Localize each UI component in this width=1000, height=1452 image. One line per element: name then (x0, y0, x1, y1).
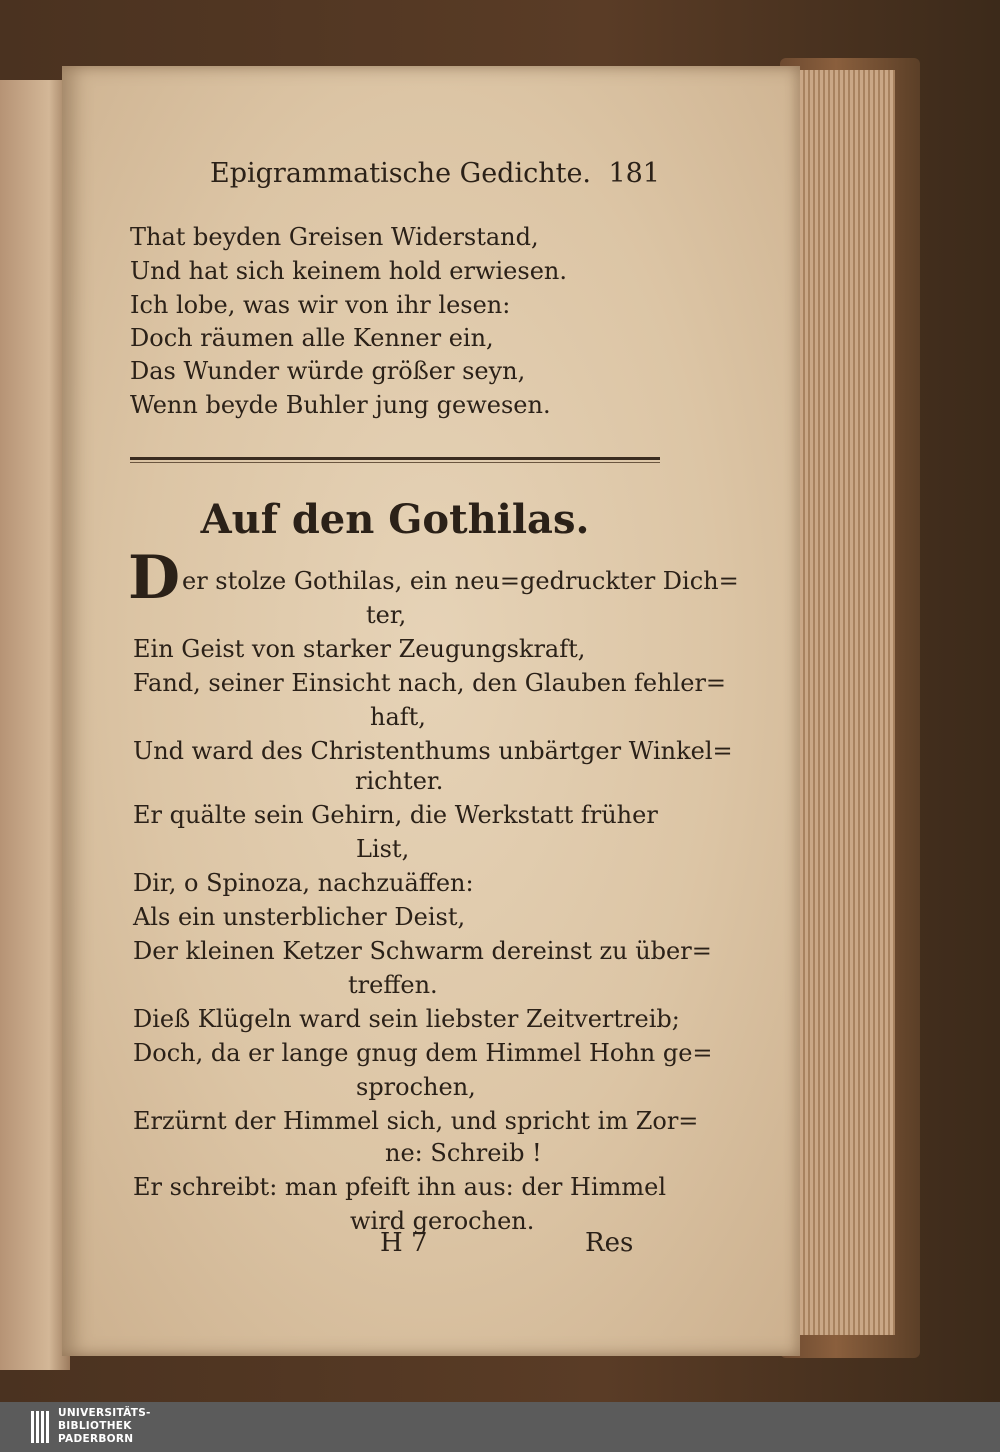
verse-line: ne: Schreib ! (385, 1139, 542, 1167)
verse-line: Ich lobe, was wir von ihr lesen: (130, 291, 511, 319)
verse-line: Das Wunder würde größer seyn, (130, 357, 526, 385)
page-number: 181 (608, 158, 660, 189)
section-rule-thin (130, 462, 660, 463)
left-page-edge (0, 80, 70, 1370)
verse-line: er stolze Gothilas, ein neu=gedruckter Dich= (182, 567, 739, 595)
verse-line: Wenn beyde Buhler jung gewesen. (130, 391, 551, 419)
verse-line: That beyden Greisen Widerstand, (130, 223, 539, 251)
verse-line: List, (356, 835, 410, 863)
page-edges (790, 70, 895, 1335)
library-logo-line: UNIVERSITÄTS- (58, 1407, 151, 1419)
verse-line: Ein Geist von starker Zeugungskraft, (133, 635, 586, 663)
catchword: Res (585, 1228, 634, 1258)
section-rule (130, 457, 660, 460)
verse-line: haft, (370, 703, 426, 731)
verse-line: Er quälte sein Gehirn, die Werkstatt früher (133, 801, 658, 829)
verse-line: Fand, seiner Einsicht nach, den Glauben fehler= (133, 669, 727, 697)
library-logo-bar (0, 1402, 1000, 1452)
poem-title: Auf den Gothilas. (200, 496, 590, 543)
verse-line: Dieß Klügeln ward sein liebster Zeitvertreib; (133, 1005, 680, 1033)
verse-line: Er schreibt: man pfeift ihn aus: der Himmel (133, 1173, 667, 1201)
signature-mark: H 7 (380, 1228, 428, 1258)
library-logo-icon (30, 1409, 50, 1445)
verse-line: Und ward des Christenthums unbärtger Winkel= (133, 737, 733, 765)
verse-line: Der kleinen Ketzer Schwarm dereinst zu über= (133, 937, 712, 965)
verse-line: Erzürnt der Himmel sich, und spricht im Zor= (133, 1107, 699, 1135)
library-logo-text (58, 1407, 151, 1446)
library-logo-line: PADERBORN (58, 1433, 134, 1445)
verse-line: richter. (355, 767, 444, 795)
verse-line: ter, (366, 601, 407, 629)
drop-cap: D (128, 543, 181, 613)
verse-line: Doch, da er lange gnug dem Himmel Hohn ge= (133, 1039, 713, 1067)
running-head-title: Epigrammatische Gedichte. (210, 158, 592, 189)
verse-line: wird gerochen. (350, 1207, 535, 1235)
verse-line: Und hat sich keinem hold erwiesen. (130, 257, 567, 285)
verse-line: sprochen, (356, 1073, 476, 1101)
verse-line: Dir, o Spinoza, nachzuäffen: (133, 869, 474, 897)
verse-line: treffen. (348, 971, 438, 999)
verse-line: Doch räumen alle Kenner ein, (130, 324, 494, 352)
verse-line: Als ein unsterblicher Deist, (133, 903, 466, 931)
library-logo-line: BIBLIOTHEK (58, 1420, 132, 1432)
running-head (210, 158, 660, 198)
